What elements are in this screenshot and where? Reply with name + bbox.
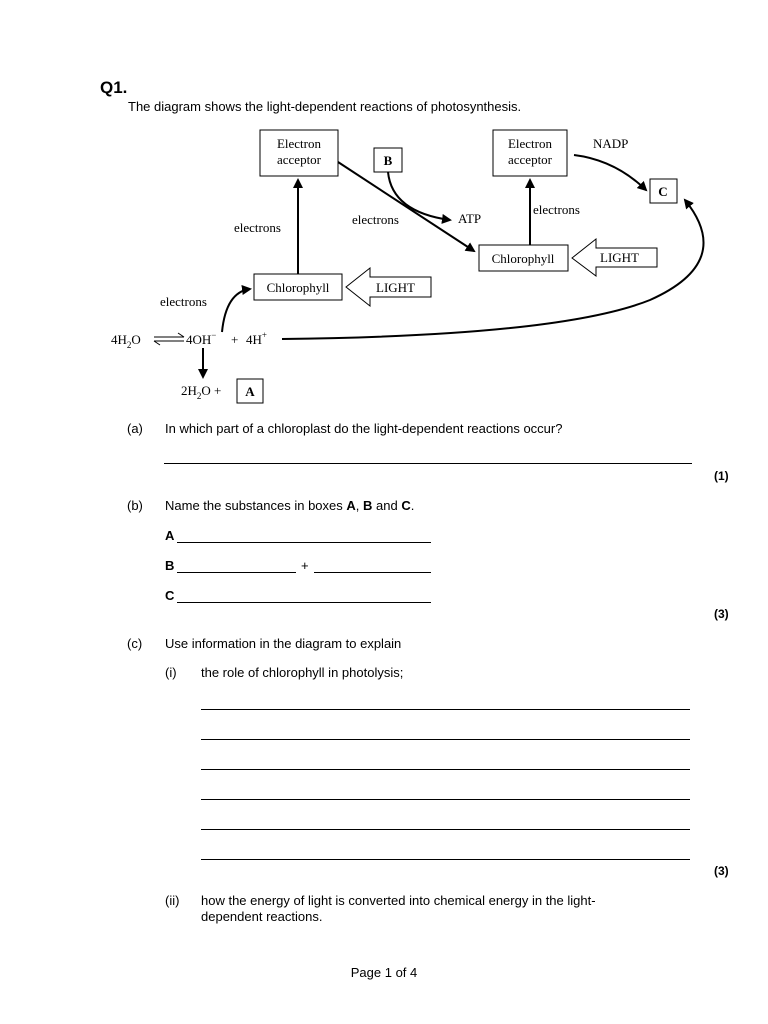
equation-hydrogen: 4H+ [246, 330, 267, 347]
electrons-label-bottom: electrons [160, 294, 207, 309]
answer-b-line-2[interactable] [314, 572, 431, 573]
water-to-chlorophyll-arrow [222, 289, 250, 332]
part-c-label: (c) [127, 636, 143, 651]
part-a-marks: (1) [714, 469, 729, 483]
electrons-label-right: electrons [533, 202, 580, 217]
electron-acceptor-right-line1: Electron [507, 136, 553, 151]
answer-a-label: A [165, 528, 175, 543]
part-c-ii-question-line1: how the energy of light is converted into chemical energy in the light- [201, 893, 596, 908]
part-c-question: Use information in the diagram to explain [165, 636, 402, 651]
electrons-label-middle: electrons [352, 212, 399, 227]
electron-acceptor-left-line2: acceptor [276, 152, 322, 167]
nadp-label: NADP [593, 136, 629, 151]
electron-acceptor-right-line2: acceptor [507, 152, 553, 167]
answer-a-line[interactable] [177, 542, 431, 543]
part-a-question: In which part of a chloroplast do the light-dependent reactions occur? [165, 421, 563, 436]
part-b-marks: (3) [714, 607, 729, 621]
equation-products: $2H_2O$ + [181, 383, 222, 401]
answer-c-label: C [165, 588, 175, 603]
part-c-i-question: the role of chlorophyll in photolysis; [201, 665, 404, 680]
chlorophyll-right-label: Chlorophyll [491, 251, 555, 266]
part-c-i-answer-line-4[interactable] [201, 799, 690, 800]
part-c-i-marks: (3) [714, 864, 729, 878]
chlorophyll-left-label: Chlorophyll [266, 280, 330, 295]
box-b-label: B [383, 153, 393, 168]
part-c-i-answer-line-2[interactable] [201, 739, 690, 740]
photosynthesis-diagram [0, 0, 768, 420]
part-b-question: Name the substances in boxes A, B and C. [165, 498, 415, 513]
electrons-label-left: electrons [234, 220, 281, 235]
part-c-ii-label: (ii) [165, 893, 180, 908]
part-c-i-answer-line-1[interactable] [201, 709, 690, 710]
equilibrium-forward-head [178, 333, 184, 337]
answer-b-label: B [165, 558, 175, 573]
part-c-i-answer-line-5[interactable] [201, 829, 690, 830]
equation-water: $4H_2O$ [111, 332, 141, 350]
equation-plus: + [231, 332, 239, 347]
light-right-label: LIGHT [600, 250, 639, 265]
electron-acceptor-left-line1: Electron [276, 136, 322, 151]
part-a-answer-line[interactable] [164, 463, 692, 464]
part-a-label: (a) [127, 421, 143, 436]
part-b-label: (b) [127, 498, 143, 513]
answer-c-line[interactable] [177, 602, 431, 603]
part-c-ii-question-line2: dependent reactions. [201, 909, 323, 924]
question-number: Q1. [100, 78, 128, 97]
answer-b-line-1[interactable] [177, 572, 296, 573]
equilibrium-back-head [154, 341, 160, 345]
nadp-to-c-arrow [574, 155, 646, 190]
light-left-label: LIGHT [376, 280, 415, 295]
atp-label: ATP [458, 211, 482, 226]
answer-b-plus: + [301, 558, 309, 573]
equation-hydroxide: 4OH− [186, 330, 217, 347]
part-c-i-answer-line-3[interactable] [201, 769, 690, 770]
question-intro: The diagram shows the light-dependent reactions of photosynthesis. [128, 99, 522, 114]
box-a-label: A [245, 384, 255, 399]
part-c-i-answer-line-6[interactable] [201, 859, 690, 860]
page-number: Page 1 of 4 [350, 965, 418, 980]
part-c-i-label: (i) [165, 665, 177, 680]
box-c-label: C [658, 184, 668, 199]
acceptor-to-chlorophyll-arrow [338, 162, 474, 251]
